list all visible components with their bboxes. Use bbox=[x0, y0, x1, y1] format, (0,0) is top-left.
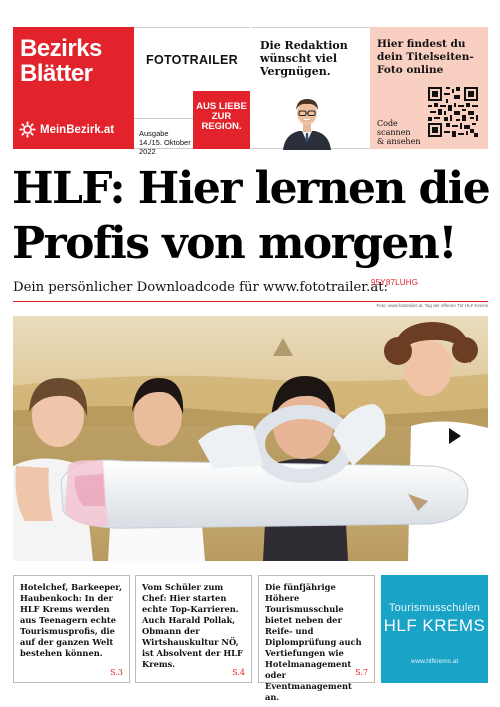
editorial-line3: Vergnügen. bbox=[260, 65, 331, 78]
school-name: Tourismusschulen bbox=[388, 602, 481, 614]
brand-site bbox=[19, 121, 114, 138]
brand-site-label: MeinBezirk.at bbox=[40, 123, 115, 136]
scan-instruction bbox=[377, 119, 423, 146]
cover-photo-illustration bbox=[13, 316, 488, 561]
main-headline bbox=[12, 161, 492, 271]
headline-line1: HLF: Hier lernen die bbox=[12, 163, 490, 214]
qr-code-icon[interactable] bbox=[428, 87, 478, 137]
teaser-page-ref: S.3 bbox=[110, 668, 123, 677]
scan-line2: scannen bbox=[377, 128, 411, 137]
slogan-line1: AUS LIEBE bbox=[196, 101, 247, 112]
section-title: FOTOTRAILER bbox=[146, 53, 238, 67]
editorial-line1: Die Redaktion bbox=[260, 39, 348, 52]
issue-info bbox=[139, 129, 195, 156]
promo-line2: dein Titelseiten- bbox=[377, 51, 474, 63]
slogan-line2: ZUR bbox=[211, 111, 232, 122]
editorial-message bbox=[260, 39, 368, 78]
red-divider bbox=[13, 301, 488, 302]
issue-dates: 14./15. Oktober bbox=[139, 138, 191, 147]
sun-logo-icon bbox=[19, 121, 36, 138]
issue-label: Ausgabe bbox=[139, 129, 169, 138]
slogan-line3: REGION. bbox=[201, 121, 242, 132]
scan-line1: Code bbox=[377, 119, 398, 128]
editorial-line2: wünscht viel bbox=[260, 52, 338, 65]
teaser-text: Hotelchef, Barkeeper, Haubenkoch: In der HLF Krems werden aus Teenagern echte Tourismusprofis, die auf der ganzen Welt bestehen können. bbox=[20, 582, 122, 658]
online-promo[interactable] bbox=[370, 27, 488, 149]
teaser-card-2[interactable] bbox=[135, 575, 252, 683]
teaser-card-3[interactable] bbox=[258, 575, 375, 702]
cover-photo bbox=[13, 316, 488, 561]
teaser-page-ref: S.7 bbox=[355, 668, 368, 677]
teaser-text: Die fünfjährige Höhere Tourismusschule bietet neben der Reife- und Diplomprüfung auch Vertiefungen wie Hotelmanagement oder Eventmanagement an. bbox=[265, 582, 362, 702]
teaser-card-1[interactable] bbox=[13, 575, 130, 683]
headline-line2: Profis von morgen! bbox=[12, 218, 456, 269]
download-code-label: Dein persönlicher Downloadcode für www.fototrailer.at: bbox=[13, 280, 388, 295]
photo-credit: Foto: www.fototrailer.at, Tag der offenen Tür HLF-Krems bbox=[376, 303, 488, 308]
brand-logo[interactable] bbox=[13, 27, 134, 149]
brand-name-line1: Bezirks bbox=[20, 35, 102, 62]
slogan-badge bbox=[193, 91, 250, 149]
editor-portrait bbox=[277, 90, 337, 150]
school-url[interactable]: www.hlfkrems.at bbox=[410, 658, 459, 665]
download-code[interactable]: 95Y87LUHG bbox=[371, 278, 419, 287]
promo-line1: Hier findest du bbox=[377, 38, 466, 50]
scan-line3: & ansehen bbox=[377, 137, 421, 146]
issue-year: 2022 bbox=[139, 147, 156, 156]
school-ad[interactable] bbox=[381, 575, 488, 683]
promo-text bbox=[377, 38, 485, 77]
brand-name-line2: Blätter bbox=[20, 60, 93, 87]
teaser-page-ref: S.4 bbox=[232, 668, 245, 677]
promo-line3: Foto online bbox=[377, 64, 444, 76]
school-short-name: HLF KREMS bbox=[383, 616, 486, 635]
editorial-box bbox=[252, 27, 370, 149]
teaser-text: Vom Schüler zum Chef: Hier starten echte Top-Karrieren. Auch Harald Pollak, Obmann der Wirtshauskultur NÖ, ist Absolvent der HLF Krems. bbox=[142, 582, 243, 669]
